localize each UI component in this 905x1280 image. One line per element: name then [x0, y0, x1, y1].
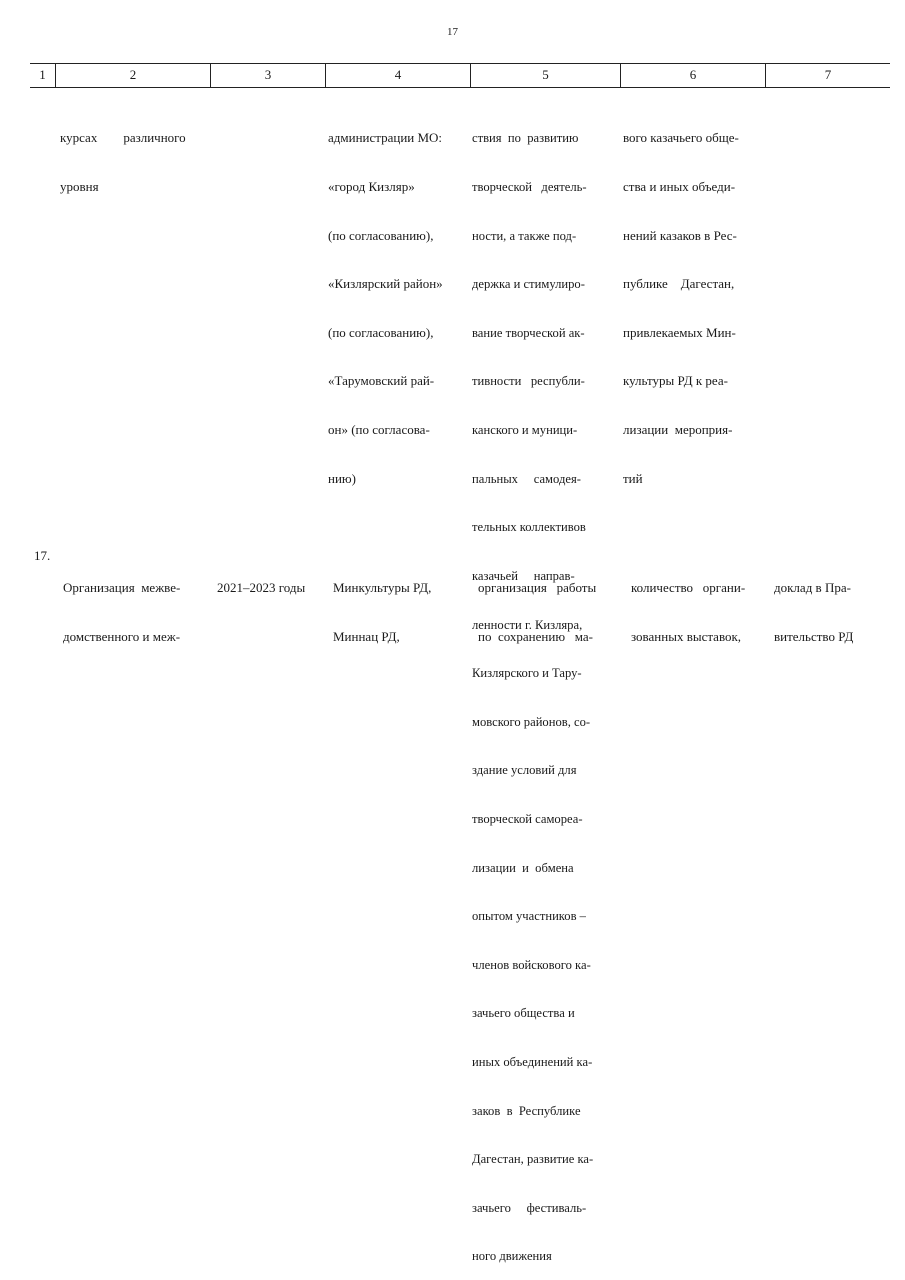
- text-line: зачьего фестиваль-: [472, 1200, 587, 1215]
- text-line: тельных коллективов: [472, 520, 586, 535]
- text-line: опытом участников –: [472, 909, 586, 924]
- continued-row-col-2: [60, 98, 208, 211]
- text-line: (по согласованию),: [328, 227, 434, 243]
- text-line: ленности г. Кизляра,: [472, 617, 583, 632]
- continued-row-col-5: [472, 98, 620, 1280]
- text-line: канского и муници-: [472, 423, 578, 438]
- text-line: ного движения: [472, 1249, 552, 1264]
- text-line: здание условий для: [472, 763, 577, 778]
- text-line: «Тарумовский рай-: [328, 373, 435, 389]
- table-header-bottom-border: [30, 87, 890, 88]
- header-col-6: 6: [689, 67, 697, 82]
- text-line: иных объединений ка-: [472, 1054, 593, 1069]
- text-line: «город Кизляр»: [328, 179, 415, 195]
- text-line: домственного и меж-: [63, 629, 181, 645]
- text-line: курсах различного: [60, 130, 186, 146]
- row-17-col-6: [631, 548, 771, 661]
- text-line: членов войскового ка-: [472, 957, 591, 972]
- continued-row-col-6: [623, 98, 765, 503]
- text-line: мовского районов, со-: [472, 714, 591, 729]
- text-line: количество органи-: [631, 580, 746, 596]
- text-line: ства и иных объеди-: [623, 179, 736, 195]
- text-line: уровня: [60, 179, 99, 195]
- row-17-col-2: [63, 548, 213, 661]
- text-line: тий: [623, 470, 643, 486]
- text-line: ствия по развитию: [472, 131, 579, 146]
- text-line: администрации МО:: [328, 130, 443, 146]
- text-line: держка и стимулиро-: [472, 277, 585, 292]
- header-col-7: 7: [824, 67, 832, 82]
- text-line: нию): [328, 470, 356, 486]
- text-line: творческой самореа-: [472, 811, 583, 826]
- text-line: зачьего общества и: [472, 1006, 575, 1021]
- text-line: Организация межве-: [63, 580, 181, 596]
- header-col-2: 2: [129, 67, 137, 82]
- text-line: вительство РД: [774, 629, 854, 645]
- text-line: нений казаков в Рес-: [623, 227, 737, 243]
- text-line: 2021–2023 годы: [217, 580, 306, 596]
- header-col-1: 1: [39, 67, 46, 82]
- header-col-5: 5: [542, 67, 549, 82]
- text-line: организация работы: [478, 580, 597, 596]
- text-line: Дагестан, развитие ка-: [472, 1152, 594, 1167]
- text-line: вание творческой ак-: [472, 325, 585, 340]
- continued-row-col-4: [328, 98, 470, 503]
- text-line: «Кизлярский район»: [328, 276, 443, 292]
- row-17-col-3: [217, 548, 329, 613]
- text-line: тивности республи-: [472, 374, 585, 389]
- text-line: культуры РД к реа-: [623, 373, 728, 389]
- header-col-4: 4: [394, 67, 402, 82]
- header-col-3: 3: [264, 67, 272, 82]
- text-line: вого казачьего обще-: [623, 130, 739, 146]
- text-line: Миннац РД,: [333, 629, 400, 645]
- text-line: публике Дагестан,: [623, 276, 735, 292]
- text-line: зованных выставок,: [631, 629, 742, 645]
- row-17-col-4: [333, 548, 473, 661]
- text-line: он» (по согласова-: [328, 422, 430, 438]
- text-line: творческой деятель-: [472, 180, 587, 195]
- page-number: 17: [447, 26, 458, 38]
- text-line: пальных самодея-: [472, 471, 581, 486]
- text-line: по сохранению ма-: [478, 629, 594, 645]
- row-17-col-7: [774, 548, 890, 661]
- text-line: доклад в Пра-: [774, 580, 851, 596]
- text-line: Минкультуры РД,: [333, 580, 432, 596]
- text-line: привлекаемых Мин-: [623, 324, 736, 340]
- text-line: казачьей направ-: [472, 568, 575, 583]
- text-line: (по согласованию),: [328, 324, 434, 340]
- row-number: 17.: [34, 548, 51, 563]
- text-line: лизации мероприя-: [623, 422, 733, 438]
- row-17-col-5: [478, 548, 626, 661]
- text-line: лизации и обмена: [472, 860, 574, 875]
- text-line: ности, а также под-: [472, 228, 577, 243]
- text-line: Кизлярского и Тару-: [472, 666, 582, 681]
- text-line: заков в Республике: [472, 1103, 581, 1118]
